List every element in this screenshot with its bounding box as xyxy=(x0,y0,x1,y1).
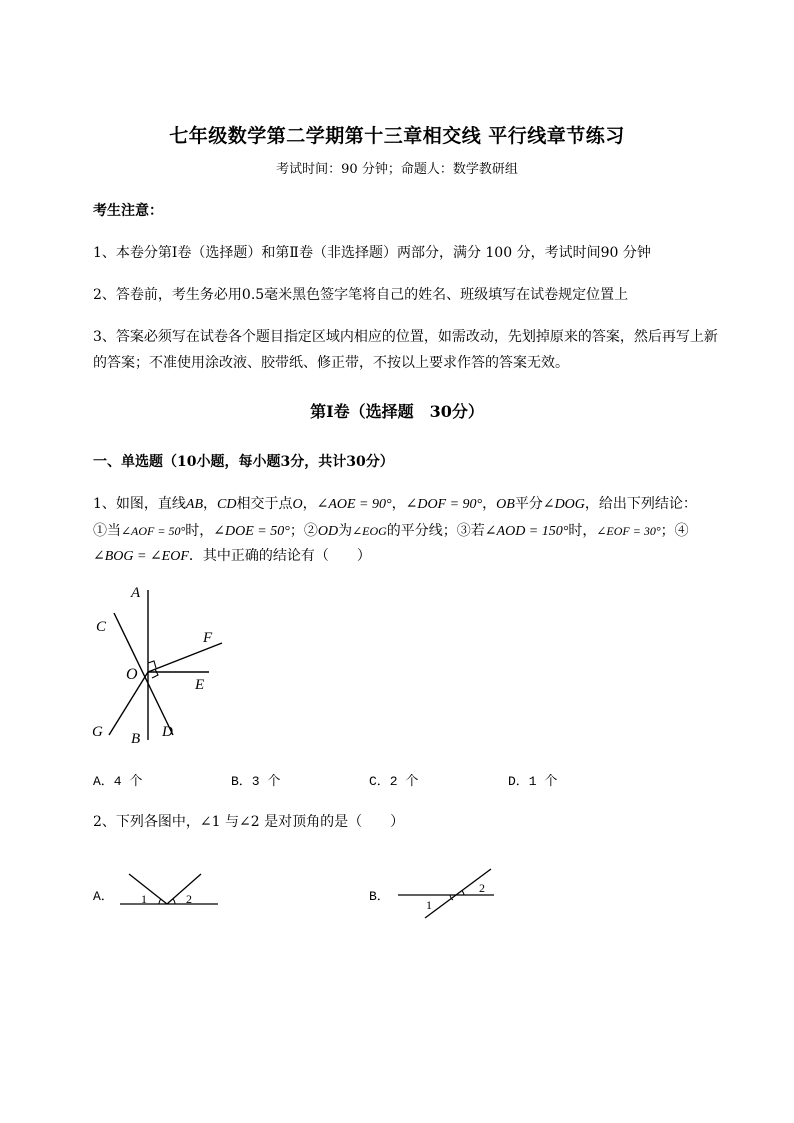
label-g: G xyxy=(92,724,103,740)
label-f: F xyxy=(203,630,213,646)
angle-arc-1 xyxy=(159,899,161,904)
q1-option-d[interactable]: D．1 个 xyxy=(508,774,558,789)
q1-line-1: 1、如图，直线AB，CD相交于点O，∠AOE = 90°，∠DOF = 90°，OB平分∠DOG，给出下列结论： xyxy=(93,496,697,512)
exam-info: 考试时间：90 分钟；命题人：数学教研组 xyxy=(276,162,518,177)
q1-figure xyxy=(85,580,235,750)
notice-item-3-cont: 的答案；不准使用涂改液、胶带纸、修正带，不按以上要求作答的答案无效。 xyxy=(93,355,569,371)
q1-option-c[interactable]: C．2 个 xyxy=(369,774,419,789)
page-title: 七年级数学第二学期第十三章相交线 平行线章节练习 xyxy=(169,125,625,147)
line-cd xyxy=(114,613,173,735)
notice-item-3: 3、答案必须写在试卷各个题目指定区域内相应的位置，如需改动，先划掉原来的答案，然后再写上新 xyxy=(93,329,718,345)
label-c: C xyxy=(96,619,107,635)
q2-figure-a xyxy=(115,866,225,911)
notice-item-1: 1、本卷分第Ⅰ卷（选择题）和第Ⅱ卷（非选择题）两部分，满分 100 分，考试时间90 分钟 xyxy=(93,245,651,261)
label-d: D xyxy=(162,724,173,740)
label-e: E xyxy=(195,677,205,693)
q1-option-a[interactable]: A．4 个 xyxy=(93,774,143,789)
angle-label-2: 2 xyxy=(186,892,192,906)
q1-line-2: ①当∠AOF = 50°时，∠DOE = 50°；②OD为∠EOG的平分线；③若∠AOD = 150°时，∠EOF = 30°；④ xyxy=(93,523,689,539)
section-subheading: 一、单选题（10小题，每小题3分，共计30分） xyxy=(93,454,394,470)
label-b: B xyxy=(131,731,141,747)
q2-option-b[interactable]: B． xyxy=(369,889,390,904)
right-angle-mark-aoe xyxy=(148,661,156,668)
section-title: 第Ⅰ卷（选择题 30分） xyxy=(310,402,484,421)
angle-label-b2: 2 xyxy=(479,881,485,895)
q2-stem: 2、下列各图中，∠1 与∠2 是对顶角的是（ ） xyxy=(93,814,405,830)
label-a: A xyxy=(131,585,141,601)
angle-arc-2 xyxy=(173,899,175,904)
q2-figure-b xyxy=(392,862,502,922)
angle-label-b1: 1 xyxy=(426,898,432,912)
notice-item-2: 2、答卷前，考生务必用0.5毫米黑色签字笔将自己的姓名、班级填写在试卷规定位置上 xyxy=(93,287,629,303)
ray-of xyxy=(148,643,222,672)
q2-option-a[interactable]: A． xyxy=(93,889,114,904)
notice-heading: 考生注意： xyxy=(93,203,163,219)
q1-line-3: ∠BOG = ∠EOF．其中正确的结论有（ ） xyxy=(93,548,371,564)
angle-label-1: 1 xyxy=(141,892,147,906)
ray-left-a xyxy=(129,874,167,904)
ray-right-a xyxy=(167,874,201,904)
q1-option-b[interactable]: B．3 个 xyxy=(231,774,281,789)
label-o: O xyxy=(126,666,138,683)
